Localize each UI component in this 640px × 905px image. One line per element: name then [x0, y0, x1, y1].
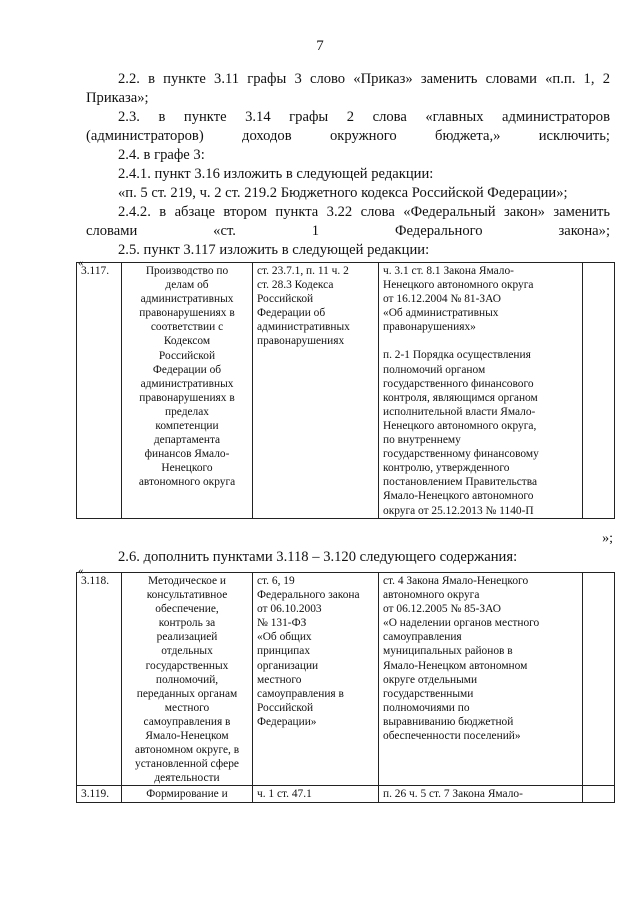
cell-line: ч. 1 ст. 47.1	[257, 788, 312, 801]
cell-line: контролю, утвержденного	[383, 462, 510, 475]
row-law	[379, 573, 583, 786]
paragraph-2-4-1: 2.4.1. пункт 3.16 изложить в следующей редакции:	[118, 166, 434, 182]
cell-line: Российской	[257, 701, 314, 714]
cell-line: ст. 6, 19	[257, 575, 295, 587]
cell-line: Методическое и	[147, 575, 227, 587]
paragraph-2-4: 2.4. в графе 3:	[118, 147, 205, 163]
table-row	[77, 786, 615, 802]
cell-line: от 16.12.2004 № 81-ЗАО	[383, 293, 501, 306]
paragraph-2-2: 2.2. в пункте 3.11 графы 3 слово «Приказ» заменить словами «п.п. 1, 2 Приказа»;	[86, 71, 610, 106]
cell-line: округе отдельными	[383, 673, 478, 686]
cell-line: постановлением Правительства	[383, 476, 538, 489]
cell-line: Формирование и	[146, 788, 228, 801]
paragraph-2-4-2: 2.4.2. в абзаце втором пункта 3.22 слова «Федеральный закон» заменить словами «ст. 1 Федерального закона»;	[86, 204, 610, 239]
cell-line: Российской	[257, 293, 314, 306]
cell-line: «Об общих	[257, 631, 312, 644]
cell-line: департамента	[153, 434, 221, 447]
cell-line: Российской	[158, 349, 216, 362]
paragraph-2-5: 2.5. пункт 3.117 изложить в следующей редакции:	[118, 242, 430, 258]
table-3-117	[76, 262, 615, 519]
row-number: 3.117.	[77, 263, 122, 519]
cell-line: принципах	[257, 645, 311, 658]
cell-line: Федерального закона	[257, 589, 360, 602]
cell-line: государственного финансового	[383, 377, 534, 390]
cell-line: полномочий,	[155, 673, 219, 686]
cell-line: выравниванию бюджетной	[383, 715, 514, 728]
paragraph-2-6: 2.6. дополнить пунктами 3.118 – 3.120 следующего содержания:	[118, 549, 518, 565]
cell-line: переданных органам	[136, 687, 238, 700]
cell-line: ч. 3.1 ст. 8.1 Закона Ямало-	[383, 265, 514, 277]
cell-line: Ямало-Ненецкого автономного	[383, 490, 534, 503]
cell-line: финансов Ямало-	[144, 448, 230, 461]
row-name	[122, 786, 253, 802]
page-number: 7	[316, 38, 324, 54]
cell-line: делам об	[165, 279, 209, 292]
cell-line: правонарушениях в	[139, 307, 235, 320]
cell-line: Ненецкого автономного округа	[383, 279, 534, 292]
cell-line: организации	[257, 659, 319, 672]
row-reference	[253, 263, 379, 519]
closing-quote-1: »;	[602, 531, 613, 546]
row-reference	[253, 786, 379, 802]
paragraph-2-4-1-quote: «п. 5 ст. 219, ч. 2 ст. 219.2 Бюджетного кодекса Российской Федерации»;	[118, 185, 568, 201]
paragraph-2-3: 2.3. в пункте 3.14 графы 2 слова «главных администраторов (администраторов) доходов окружного бюджета,» исключить;	[86, 109, 610, 144]
row-number: 3.119.	[77, 786, 122, 802]
law-reference-block	[383, 264, 578, 334]
cell-line: самоуправления в	[143, 715, 231, 728]
cell-line: правонарушениях	[257, 335, 345, 348]
row-law	[379, 263, 583, 519]
cell-line: Федерации об	[152, 363, 222, 376]
cell-line: отдельных	[161, 645, 213, 658]
cell-line: административных	[140, 377, 234, 390]
cell-line: автономном округе, в	[134, 744, 240, 757]
cell-line: правонарушениях в	[139, 391, 235, 404]
cell-line: Кодексом	[163, 335, 211, 348]
cell-line: полномочий органом	[383, 363, 486, 376]
law-reference-block	[383, 348, 578, 517]
cell-line: реализацией	[156, 631, 218, 644]
cell-line: Ненецкого автономного округа,	[383, 419, 537, 432]
cell-line: № 131-ФЗ	[257, 617, 307, 630]
row-name	[122, 263, 253, 519]
cell-line: по внутреннему	[383, 434, 461, 447]
cell-line: Ямало-Ненецком автономном	[383, 659, 528, 672]
cell-line: Федерации об	[257, 307, 326, 320]
cell-line: полномочиями по	[383, 701, 470, 714]
row-name	[122, 573, 253, 786]
cell-line: деятельности	[154, 772, 220, 785]
cell-line: компетенции	[155, 420, 219, 433]
cell-line: от 06.10.2003	[257, 603, 322, 616]
cell-line: контроль за	[158, 617, 216, 630]
cell-line: пределах	[165, 405, 209, 418]
row-empty-cell	[583, 263, 615, 519]
cell-line: Ямало-Ненецком	[145, 730, 229, 743]
cell-line: округа от 25.12.2013 № 1140-П	[383, 504, 534, 517]
cell-line: контроля, являющимся органом	[383, 391, 538, 404]
row-empty-cell	[583, 786, 615, 802]
cell-line: Федерации»	[257, 715, 317, 728]
cell-line: государственными	[383, 687, 474, 700]
cell-line: административных	[140, 293, 234, 306]
cell-line: государственных	[145, 659, 229, 672]
cell-line: Производство по	[145, 265, 229, 277]
cell-line: муниципальных районов в	[383, 645, 513, 658]
cell-line: соответствии с	[150, 321, 224, 334]
cell-line: правонарушениях»	[383, 321, 476, 334]
cell-line: ст. 4 Закона Ямало-Ненецкого	[383, 575, 529, 587]
row-number: 3.118.	[77, 573, 122, 786]
cell-line: «Об административных	[383, 307, 499, 320]
cell-line: п. 2-1 Порядка осуществления	[383, 349, 531, 362]
cell-line: местного	[164, 701, 210, 714]
cell-line: самоуправления	[383, 631, 462, 644]
law-reference-block	[383, 574, 578, 743]
cell-line: автономного округа	[138, 476, 236, 489]
cell-line: от 06.12.2005 № 85-ЗАО	[383, 603, 501, 616]
cell-line: административных	[257, 321, 350, 334]
cell-line: «О наделении органов местного	[383, 617, 540, 630]
cell-line: Ненецкого	[161, 462, 213, 475]
cell-line: обеспеченности поселений»	[383, 730, 521, 743]
cell-line: обеспечение,	[155, 603, 219, 616]
table-row	[77, 263, 615, 519]
table-row	[77, 573, 615, 786]
cell-line: п. 26 ч. 5 ст. 7 Закона Ямало-	[383, 788, 523, 801]
row-empty-cell	[583, 573, 615, 786]
cell-line: автономного округа	[383, 589, 480, 602]
table-3-118	[76, 572, 615, 803]
cell-line: местного	[257, 673, 302, 686]
law-reference-block	[383, 787, 578, 801]
cell-line: самоуправления в	[257, 687, 344, 700]
cell-line: государственному финансовому	[383, 448, 539, 461]
opening-quote-2: «	[78, 565, 84, 577]
opening-quote-1: «	[78, 257, 84, 269]
row-reference	[253, 573, 379, 786]
cell-line: установленной сфере	[135, 758, 239, 771]
cell-line: ст. 23.7.1, п. 11 ч. 2	[257, 265, 349, 277]
cell-line: ст. 28.3 Кодекса	[257, 279, 334, 292]
cell-line: исполнительной власти Ямало-	[383, 405, 536, 418]
row-law	[379, 786, 583, 802]
cell-line: консультативное	[146, 589, 228, 602]
